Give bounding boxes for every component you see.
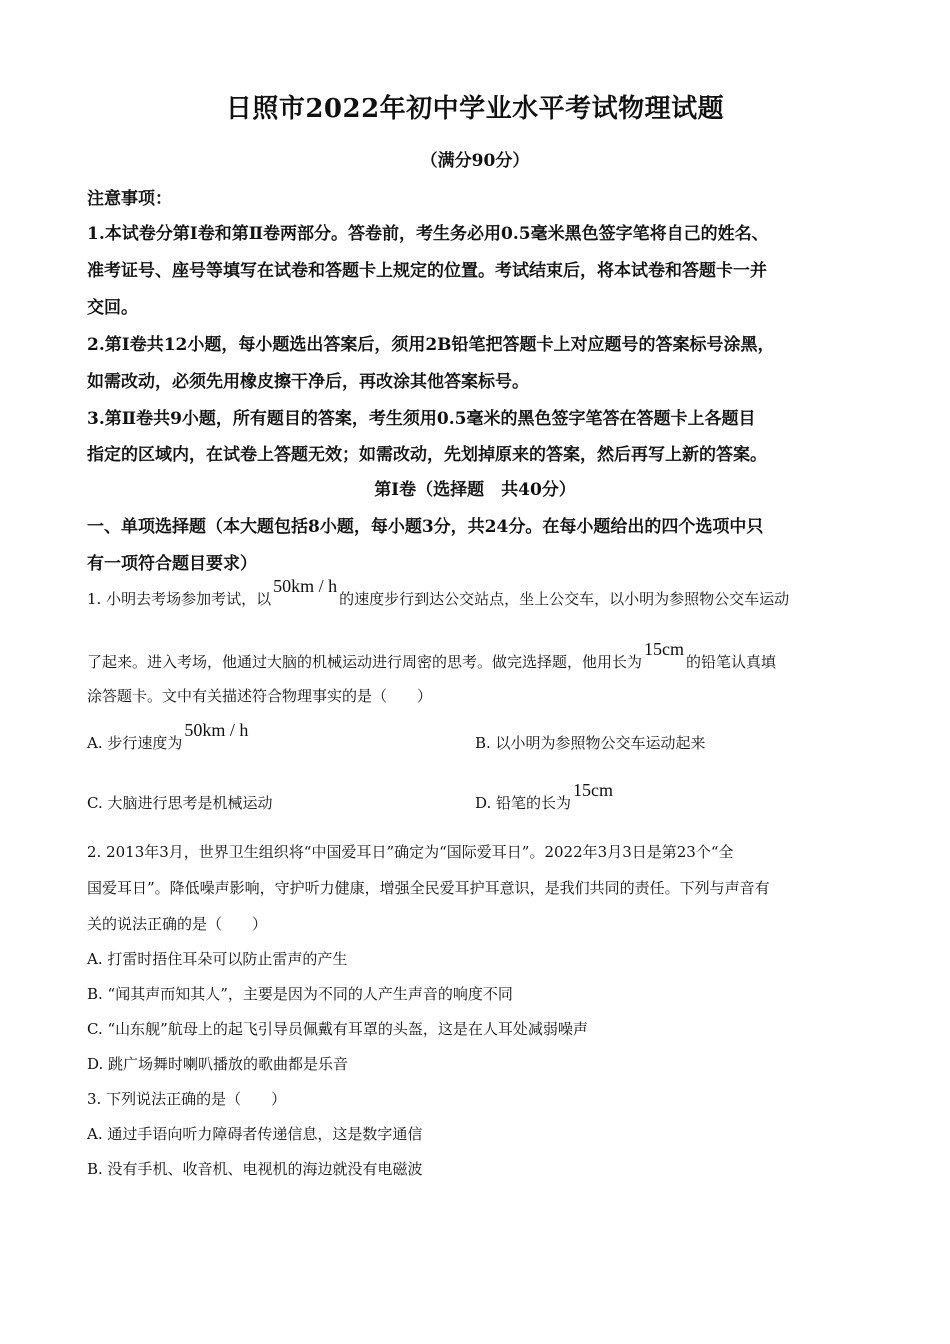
notice-item1-line2: 准考证号、座号等填写在试卷和答题卡上规定的位置。考试结束后，将本试卷和答题卡一并 [87,261,767,281]
page-title: 日照市2022年初中学业水平考试物理试题 [225,94,725,124]
notice-item2-line2: 如需改动，必须先用橡皮擦干净后，再改涂其他答案标号。 [87,372,529,392]
notice-item3-line1: 3.第Ⅱ卷共9小题，所有题目的答案，考生须用0.5毫米的黑色签字笔答在答题卡上各题目 [87,409,756,429]
q1-length-math: 15cm [644,639,685,659]
q1-option-b: B. 以小明为参照物公交车运动起来 [475,734,706,752]
q2-option-b: B. “闻其声而知其人”，主要是因为不同的人产生声音的响度不同 [87,985,513,1003]
q3-option-a: A. 通过手语向听力障碍者传递信息，这是数字通信 [87,1125,423,1143]
q1-line1-text-b: 的速度步行到达公交站点，坐上公交车，以小明为参照物公交车运动 [339,590,790,608]
group1-line1: 一、单项选择题（本大题包括8小题，每小题3分，共24分。在每小题给出的四个选项中只 [87,517,764,537]
notice-item2-line1: 2.第Ⅰ卷共12小题，每小题选出答案后，须用2B铅笔把答题卡上对应题号的答案标号涂黑， [87,335,775,355]
q1-line1-text-a: 1. 小明去考场参加考试，以 [87,590,272,608]
q1-line2-text-a: 了起来。进入考场，他通过大脑的机械运动进行周密的思考。做完选择题，他用长为 [87,653,643,671]
group1-line2: 有一项符合题目要求） [87,554,257,574]
q2-option-a: A. 打雷时捂住耳朵可以防止雷声的产生 [87,950,348,968]
q2-option-c: C. “山东舰”航母上的起飞引导员佩戴有耳罩的头盔，这是在人耳处减弱噪声 [87,1020,588,1038]
q2-line3: 关的说法正确的是（ ） [87,915,268,933]
notice-item1-line3: 交回。 [87,298,138,318]
notice-heading: 注意事项： [87,189,172,209]
q1-option-c: C. 大脑进行思考是机械运动 [87,794,273,812]
q2-option-d: D. 跳广场舞时喇叭播放的歌曲都是乐音 [87,1055,349,1073]
q3-line1: 3. 下列说法正确的是（ ） [87,1090,287,1108]
q1-line2 [87,639,777,672]
notice-item3-line2: 指定的区域内，在试卷上答题无效；如需改动，先划掉原来的答案，然后再写上新的答案。 [87,445,767,465]
notice-item1-line1: 1.本试卷分第Ⅰ卷和第Ⅱ卷两部分。答卷前，考生务必用0.5毫米黑色签字笔将自己的姓名、 [87,224,769,244]
page-subtitle: （满分90分） [420,151,530,171]
q1-speed-math: 50km / h [273,576,338,596]
q2-line2: 国爱耳日”。降低噪声影响，守护听力健康，增强全民爱耳护耳意识，是我们共同的责任。下列与声音有 [87,879,770,897]
q1-line3: 涂答题卡。文中有关描述符合物理事实的是（ ） [87,687,433,705]
q1-line2-text-b: 的铅笔认真填 [686,653,777,671]
q1-option-d-text: D. 铅笔的长为 [475,794,572,812]
q3-option-b: B. 没有手机、收音机、电视机的海边就没有电磁波 [87,1160,423,1178]
part1-title: 第Ⅰ卷（选择题 共40分） [374,480,576,500]
q1-option-d-math: 15cm [573,780,614,800]
q1-option-a [87,720,250,753]
q1-option-a-text: A. 步行速度为 [87,734,183,752]
q2-line1: 2. 2013年3月，世界卫生组织将“中国爱耳日”确定为“国际爱耳日”。2022年3月3日是第23个“全 [87,843,734,861]
q1-option-a-math: 50km / h [184,720,249,740]
q1-line1 [87,576,790,609]
q1-option-d [475,780,615,813]
